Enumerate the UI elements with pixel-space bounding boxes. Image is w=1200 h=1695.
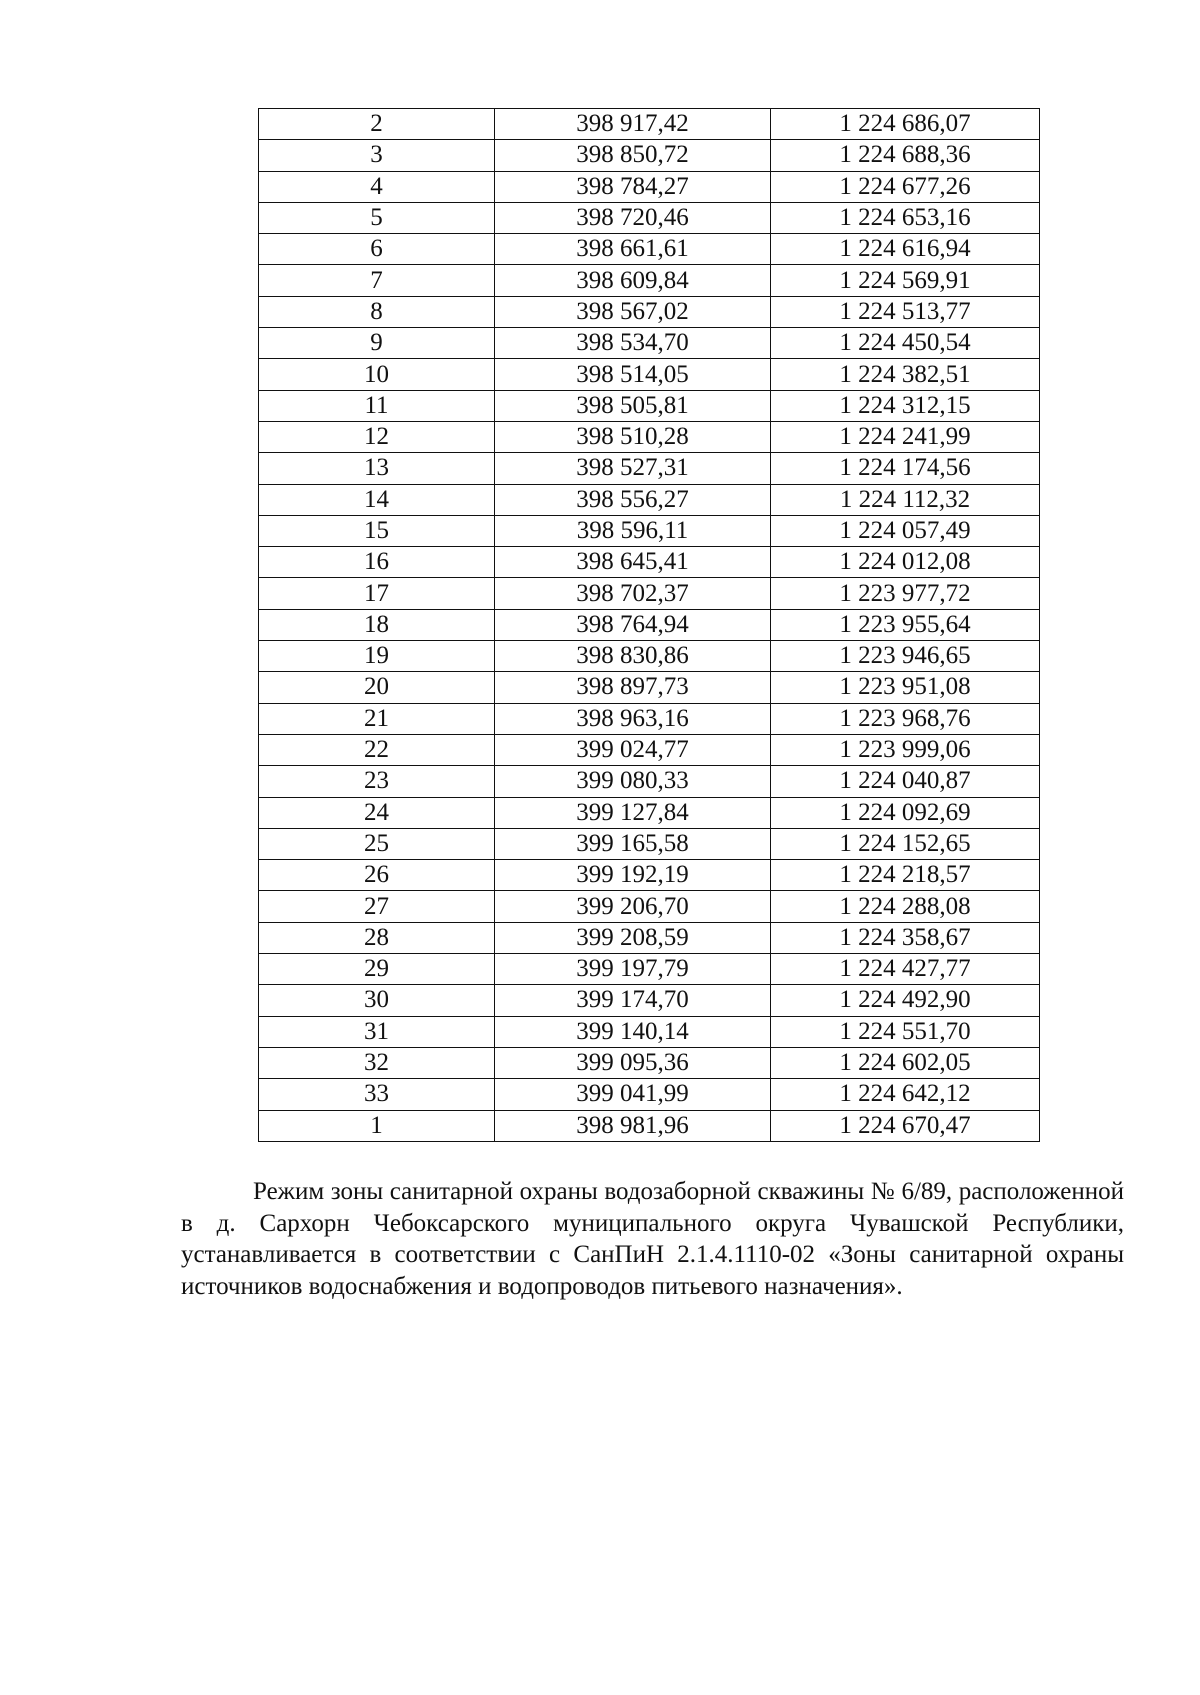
x-coordinate-cell: 398 527,31 bbox=[495, 453, 771, 484]
y-coordinate-cell: 1 224 686,07 bbox=[771, 109, 1040, 140]
table-row bbox=[259, 797, 1040, 828]
table-row bbox=[259, 234, 1040, 265]
y-coordinate-cell: 1 224 092,69 bbox=[771, 797, 1040, 828]
x-coordinate-cell: 398 505,81 bbox=[495, 390, 771, 421]
x-coordinate-cell: 399 024,77 bbox=[495, 734, 771, 765]
x-coordinate-cell: 399 206,70 bbox=[495, 891, 771, 922]
table-row bbox=[259, 672, 1040, 703]
table-row bbox=[259, 828, 1040, 859]
y-coordinate-cell: 1 223 955,64 bbox=[771, 609, 1040, 640]
y-coordinate-cell: 1 223 968,76 bbox=[771, 703, 1040, 734]
point-number-cell: 27 bbox=[259, 891, 495, 922]
table-row bbox=[259, 296, 1040, 327]
point-number-cell: 30 bbox=[259, 985, 495, 1016]
y-coordinate-cell: 1 224 382,51 bbox=[771, 359, 1040, 390]
x-coordinate-cell: 398 830,86 bbox=[495, 641, 771, 672]
x-coordinate-cell: 398 764,94 bbox=[495, 609, 771, 640]
table-row bbox=[259, 734, 1040, 765]
table-row bbox=[259, 1047, 1040, 1078]
point-number-cell: 1 bbox=[259, 1110, 495, 1141]
point-number-cell: 20 bbox=[259, 672, 495, 703]
point-number-cell: 19 bbox=[259, 641, 495, 672]
point-number-cell: 5 bbox=[259, 202, 495, 233]
point-number-cell: 29 bbox=[259, 954, 495, 985]
table-row bbox=[259, 484, 1040, 515]
table-row bbox=[259, 140, 1040, 171]
y-coordinate-cell: 1 224 312,15 bbox=[771, 390, 1040, 421]
x-coordinate-cell: 398 702,37 bbox=[495, 578, 771, 609]
x-coordinate-cell: 398 645,41 bbox=[495, 547, 771, 578]
x-coordinate-cell: 399 208,59 bbox=[495, 922, 771, 953]
x-coordinate-cell: 398 917,42 bbox=[495, 109, 771, 140]
y-coordinate-cell: 1 224 569,91 bbox=[771, 265, 1040, 296]
x-coordinate-cell: 398 981,96 bbox=[495, 1110, 771, 1141]
y-coordinate-cell: 1 224 057,49 bbox=[771, 515, 1040, 546]
y-coordinate-cell: 1 224 152,65 bbox=[771, 828, 1040, 859]
x-coordinate-cell: 399 127,84 bbox=[495, 797, 771, 828]
y-coordinate-cell: 1 224 427,77 bbox=[771, 954, 1040, 985]
table-row bbox=[259, 860, 1040, 891]
table-row bbox=[259, 265, 1040, 296]
table-row bbox=[259, 891, 1040, 922]
point-number-cell: 24 bbox=[259, 797, 495, 828]
point-number-cell: 9 bbox=[259, 328, 495, 359]
y-coordinate-cell: 1 224 241,99 bbox=[771, 421, 1040, 452]
point-number-cell: 12 bbox=[259, 421, 495, 452]
y-coordinate-cell: 1 224 642,12 bbox=[771, 1079, 1040, 1110]
y-coordinate-cell: 1 224 492,90 bbox=[771, 985, 1040, 1016]
y-coordinate-cell: 1 224 288,08 bbox=[771, 891, 1040, 922]
table-row bbox=[259, 390, 1040, 421]
point-number-cell: 4 bbox=[259, 171, 495, 202]
x-coordinate-cell: 399 140,14 bbox=[495, 1016, 771, 1047]
y-coordinate-cell: 1 224 688,36 bbox=[771, 140, 1040, 171]
x-coordinate-cell: 399 080,33 bbox=[495, 766, 771, 797]
table-row bbox=[259, 328, 1040, 359]
y-coordinate-cell: 1 223 951,08 bbox=[771, 672, 1040, 703]
y-coordinate-cell: 1 223 977,72 bbox=[771, 578, 1040, 609]
y-coordinate-cell: 1 224 670,47 bbox=[771, 1110, 1040, 1141]
x-coordinate-cell: 398 567,02 bbox=[495, 296, 771, 327]
point-number-cell: 10 bbox=[259, 359, 495, 390]
point-number-cell: 15 bbox=[259, 515, 495, 546]
x-coordinate-cell: 399 165,58 bbox=[495, 828, 771, 859]
point-number-cell: 6 bbox=[259, 234, 495, 265]
point-number-cell: 7 bbox=[259, 265, 495, 296]
x-coordinate-cell: 398 661,61 bbox=[495, 234, 771, 265]
x-coordinate-cell: 398 596,11 bbox=[495, 515, 771, 546]
x-coordinate-cell: 399 095,36 bbox=[495, 1047, 771, 1078]
table-row bbox=[259, 1110, 1040, 1141]
y-coordinate-cell: 1 224 616,94 bbox=[771, 234, 1040, 265]
x-coordinate-cell: 399 041,99 bbox=[495, 1079, 771, 1110]
y-coordinate-cell: 1 224 218,57 bbox=[771, 860, 1040, 891]
point-number-cell: 2 bbox=[259, 109, 495, 140]
table-row bbox=[259, 453, 1040, 484]
x-coordinate-cell: 398 510,28 bbox=[495, 421, 771, 452]
point-number-cell: 11 bbox=[259, 390, 495, 421]
table-row bbox=[259, 421, 1040, 452]
sanitary-zone-regime-paragraph: Режим зоны санитарной охраны водозаборной скважины № 6/89, расположенной в д. Сархорн Чебоксарского муниципального округа Чувашской Республики, устанавливается в соответствии с СанПиН 2.1.4.1110-02 «Зоны санитарной охраны источников водоснабжения и водопроводов питьевого назначения». bbox=[181, 1178, 1124, 1300]
point-number-cell: 22 bbox=[259, 734, 495, 765]
point-number-cell: 21 bbox=[259, 703, 495, 734]
x-coordinate-cell: 398 850,72 bbox=[495, 140, 771, 171]
x-coordinate-cell: 398 609,84 bbox=[495, 265, 771, 296]
point-number-cell: 16 bbox=[259, 547, 495, 578]
point-number-cell: 18 bbox=[259, 609, 495, 640]
point-number-cell: 32 bbox=[259, 1047, 495, 1078]
point-number-cell: 31 bbox=[259, 1016, 495, 1047]
x-coordinate-cell: 398 963,16 bbox=[495, 703, 771, 734]
table-row bbox=[259, 1016, 1040, 1047]
table-row bbox=[259, 766, 1040, 797]
table-row bbox=[259, 171, 1040, 202]
y-coordinate-cell: 1 224 450,54 bbox=[771, 328, 1040, 359]
y-coordinate-cell: 1 224 602,05 bbox=[771, 1047, 1040, 1078]
x-coordinate-cell: 399 192,19 bbox=[495, 860, 771, 891]
table-row bbox=[259, 109, 1040, 140]
x-coordinate-cell: 399 174,70 bbox=[495, 985, 771, 1016]
x-coordinate-cell: 398 556,27 bbox=[495, 484, 771, 515]
x-coordinate-cell: 399 197,79 bbox=[495, 954, 771, 985]
point-number-cell: 28 bbox=[259, 922, 495, 953]
y-coordinate-cell: 1 224 551,70 bbox=[771, 1016, 1040, 1047]
point-number-cell: 8 bbox=[259, 296, 495, 327]
point-number-cell: 13 bbox=[259, 453, 495, 484]
table-row bbox=[259, 609, 1040, 640]
x-coordinate-cell: 398 720,46 bbox=[495, 202, 771, 233]
table-row bbox=[259, 922, 1040, 953]
y-coordinate-cell: 1 224 174,56 bbox=[771, 453, 1040, 484]
table-row bbox=[259, 703, 1040, 734]
y-coordinate-cell: 1 224 513,77 bbox=[771, 296, 1040, 327]
coordinates-table-body bbox=[259, 109, 1040, 1142]
table-row bbox=[259, 641, 1040, 672]
point-number-cell: 3 bbox=[259, 140, 495, 171]
x-coordinate-cell: 398 784,27 bbox=[495, 171, 771, 202]
x-coordinate-cell: 398 534,70 bbox=[495, 328, 771, 359]
table-row bbox=[259, 547, 1040, 578]
y-coordinate-cell: 1 224 012,08 bbox=[771, 547, 1040, 578]
y-coordinate-cell: 1 224 040,87 bbox=[771, 766, 1040, 797]
y-coordinate-cell: 1 223 999,06 bbox=[771, 734, 1040, 765]
y-coordinate-cell: 1 224 653,16 bbox=[771, 202, 1040, 233]
table-row bbox=[259, 359, 1040, 390]
table-row bbox=[259, 202, 1040, 233]
point-number-cell: 17 bbox=[259, 578, 495, 609]
point-number-cell: 23 bbox=[259, 766, 495, 797]
coordinates-table bbox=[258, 108, 1040, 1142]
table-row bbox=[259, 515, 1040, 546]
table-row bbox=[259, 578, 1040, 609]
table-row bbox=[259, 1079, 1040, 1110]
y-coordinate-cell: 1 224 358,67 bbox=[771, 922, 1040, 953]
table-row bbox=[259, 954, 1040, 985]
point-number-cell: 26 bbox=[259, 860, 495, 891]
point-number-cell: 14 bbox=[259, 484, 495, 515]
y-coordinate-cell: 1 224 112,32 bbox=[771, 484, 1040, 515]
x-coordinate-cell: 398 514,05 bbox=[495, 359, 771, 390]
x-coordinate-cell: 398 897,73 bbox=[495, 672, 771, 703]
y-coordinate-cell: 1 223 946,65 bbox=[771, 641, 1040, 672]
y-coordinate-cell: 1 224 677,26 bbox=[771, 171, 1040, 202]
point-number-cell: 33 bbox=[259, 1079, 495, 1110]
table-row bbox=[259, 985, 1040, 1016]
point-number-cell: 25 bbox=[259, 828, 495, 859]
